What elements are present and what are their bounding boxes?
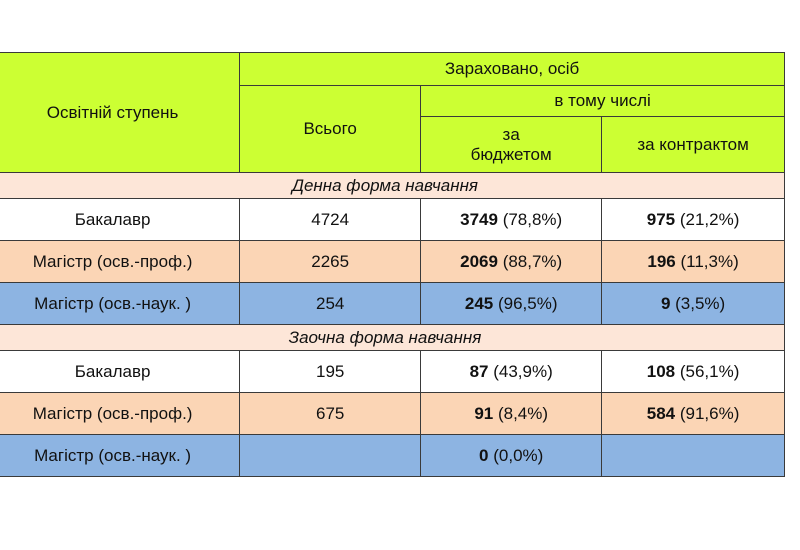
row-contract [602,393,785,435]
row-total: 4724 [240,199,421,241]
section-title-extramural: Заочна форма навчання [0,325,785,351]
header-enrolled: Зараховано, осіб [240,53,785,86]
header-including: в тому числі [421,86,785,117]
contract-pct: (56,1%) [679,361,740,381]
row-total [240,435,421,477]
row-budget [421,241,602,283]
budget-pct: (8,4%) [497,403,549,423]
header-total: Всього [240,86,421,173]
enrollment-table [0,52,785,477]
row-level: Магістр (осв.-проф.) [0,393,240,435]
contract-value: 108 [646,361,676,381]
budget-pct: (78,8%) [502,209,563,229]
header-budget [421,117,602,173]
row-level: Магістр (осв.-наук. ) [0,283,240,325]
row-level: Бакалавр [0,199,240,241]
row-total: 195 [240,351,421,393]
budget-value: 245 [464,293,494,313]
header-level: Освітній ступень [0,53,240,173]
budget-pct: (43,9%) [493,361,553,381]
row-contract [602,283,785,325]
row-total: 675 [240,393,421,435]
budget-value: 2069 [460,251,498,271]
row-level: Бакалавр [0,351,240,393]
table-row [0,435,785,477]
section-title-day: Денна форма навчання [0,173,785,199]
contract-value: 584 [646,403,676,423]
contract-pct: (11,3%) [680,251,739,271]
row-budget [421,393,602,435]
row-budget [421,199,602,241]
header-budget-line2: бюджетом [470,144,552,164]
contract-value: 975 [646,209,676,229]
budget-value: 91 [474,403,494,423]
budget-pct: (0,0%) [493,445,544,465]
row-budget [421,351,602,393]
table-row [0,393,785,435]
contract-value: 9 [660,293,671,313]
row-contract [602,435,785,477]
row-level: Магістр (осв.-наук. ) [0,435,240,477]
budget-value: 0 [479,445,489,465]
contract-pct: (91,6%) [679,403,740,423]
row-total: 254 [240,283,421,325]
budget-pct: (96,5%) [497,293,558,313]
row-budget [421,283,602,325]
header-contract: за контрактом [602,117,785,173]
header-budget-line1: за [502,124,520,144]
budget-pct: (88,7%) [502,251,563,271]
row-budget [421,435,602,477]
table-row [0,351,785,393]
table-row [0,241,785,283]
contract-pct: (21,2%) [679,209,740,229]
budget-value: 3749 [460,209,498,229]
contract-pct: (3,5%) [675,293,726,313]
row-total: 2265 [240,241,421,283]
row-contract [602,241,785,283]
contract-value: 196 [647,251,676,271]
row-level: Магістр (осв.-проф.) [0,241,240,283]
table-row [0,199,785,241]
row-contract [602,351,785,393]
row-contract [602,199,785,241]
table-row [0,283,785,325]
budget-value: 87 [469,361,489,381]
